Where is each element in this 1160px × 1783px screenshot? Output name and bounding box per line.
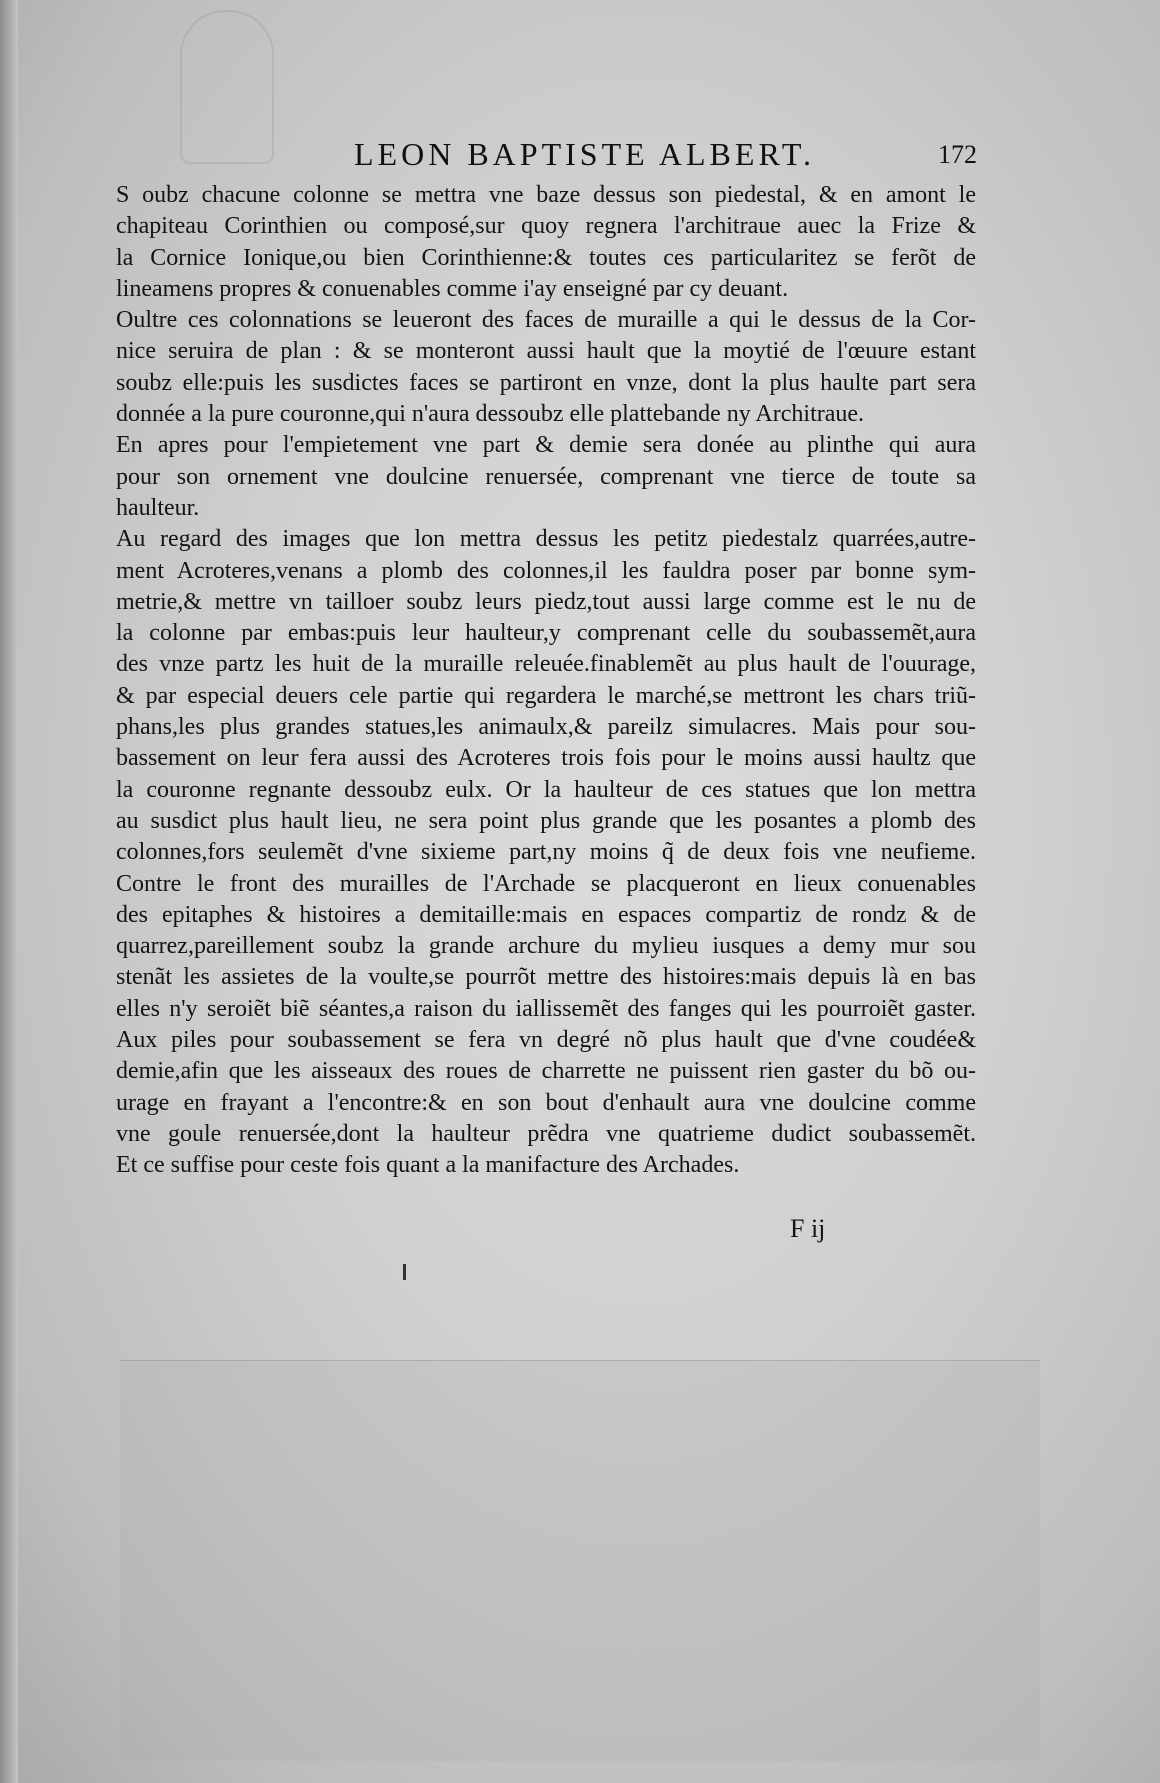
text-line: & par especial deuers cele partie qui regardera le marché,se mettront les chars triũ-: [116, 682, 976, 709]
text-line: lineamens propres & conuenables comme i'ay enseigné par cy deuant.: [116, 275, 789, 302]
text-line: demie,afin que les aisseaux des roues de charrette ne puissent rien gaster du bõ ou-: [116, 1058, 976, 1085]
text-line: la colonne par embas:puis leur haulteur,y comprenant celle du soubassemẽt,aura: [116, 620, 976, 647]
show-through-panel: [120, 1360, 1040, 1761]
text-line: Oultre ces colonnations se leueront des faces de muraille a qui le dessus de la Cor-: [116, 307, 976, 334]
text-line: vne goule renuersée,dont la haulteur prẽdra vne quatrieme dudict soubassemẽt.: [116, 1120, 976, 1147]
text-line: elles n'y seroiẽt biẽ séantes,a raison du iallissemẽt des fanges qui les pourroiẽt gaster.: [116, 995, 976, 1022]
text-line: chapiteau Corinthien ou composé,sur quoy regnera l'architraue auec la Frize &: [116, 213, 976, 240]
text-line: des vnze partz les huit de la muraille releuée.finablemẽt au plus hault de l'ouurage,: [116, 651, 976, 678]
text-line: Contre le front des murailles de l'Archade se placqueront en lieux conuenables: [116, 870, 976, 897]
page-header: [100, 136, 1000, 180]
text-line: Et ce suffise pour ceste fois quant a la manifacture des Archades.: [116, 1152, 740, 1179]
text-line: au susdict plus hault lieu, ne sera point plus grande que les posantes a plomb des: [116, 807, 976, 834]
text-line: En apres pour l'empietement vne part & demie sera donée au plinthe qui aura: [116, 432, 976, 459]
page-gutter: [0, 0, 18, 1783]
text-line: metrie,& mettre vn tailloer soubz leurs piedz,tout aussi large comme est le nu de: [116, 588, 976, 615]
signature-mark: F ij: [790, 1214, 826, 1243]
text-line: pour son ornement vne doulcine renuersée, comprenant vne tierce de toute sa: [116, 463, 976, 490]
text-line: la Cornice Ionique,ou bien Corinthienne:& toutes ces particularitez se ferõt de: [116, 244, 976, 271]
text-line: nice seruira de plan : & se monteront aussi hault que la moytié de l'œuure estant: [116, 338, 976, 365]
text-line: urage en frayant a l'encontre:& en son bout d'enhault aura vne doulcine comme: [116, 1089, 976, 1116]
text-line: S oubz chacune colonne se mettra vne baze dessus son piedestal, & en amont le: [116, 182, 976, 208]
page-number: 172: [938, 140, 977, 169]
ink-speck: [403, 1264, 406, 1280]
text-line: Aux piles pour soubassement se fera vn degré nõ plus hault que d'vne coudée&: [116, 1027, 976, 1054]
text-line: soubz elle:puis les susdictes faces se partiront en vnze, dont la plus haulte part sera: [116, 369, 976, 396]
text-line: ment Acroteres,venans a plomb des colonnes,il les fauldra poser par bonne sym-: [116, 557, 976, 584]
body-text: [116, 180, 976, 1182]
text-line: Au regard des images que lon mettra dessus les petitz piedestalz quarrées,autre-: [116, 526, 976, 553]
text-line: phans,les plus grandes statues,les animaulx,& pareilz simulacres. Mais pour sou-: [116, 714, 976, 741]
text-line: donnée a la pure couronne,qui n'aura dessoubz elle plattebande ny Architraue.: [116, 401, 865, 428]
text-line: des epitaphes & histoires a demitaille:mais en espaces compartiz de rondz & de: [116, 901, 976, 928]
text-line: la couronne regnante dessoubz eulx. Or la haulteur de ces statues que lon mettra: [116, 776, 976, 803]
text-line: stenãt les assietes de la voulte,se pourrõt mettre des histoires:mais depuis là en bas: [116, 964, 976, 991]
running-title: LEON BAPTISTE ALBERT.: [354, 136, 816, 172]
text-line: haulteur.: [116, 494, 200, 521]
text-line: colonnes,fors seulemẽt d'vne sixieme part,ny moins q̃ de deux fois vne neufieme.: [116, 839, 976, 866]
text-line: bassement on leur fera aussi des Acroteres trois fois pour le moins aussi haultz que: [116, 745, 976, 772]
text-line: quarrez,pareillement soubz la grande archure du mylieu iusques a demy mur sou: [116, 933, 976, 960]
